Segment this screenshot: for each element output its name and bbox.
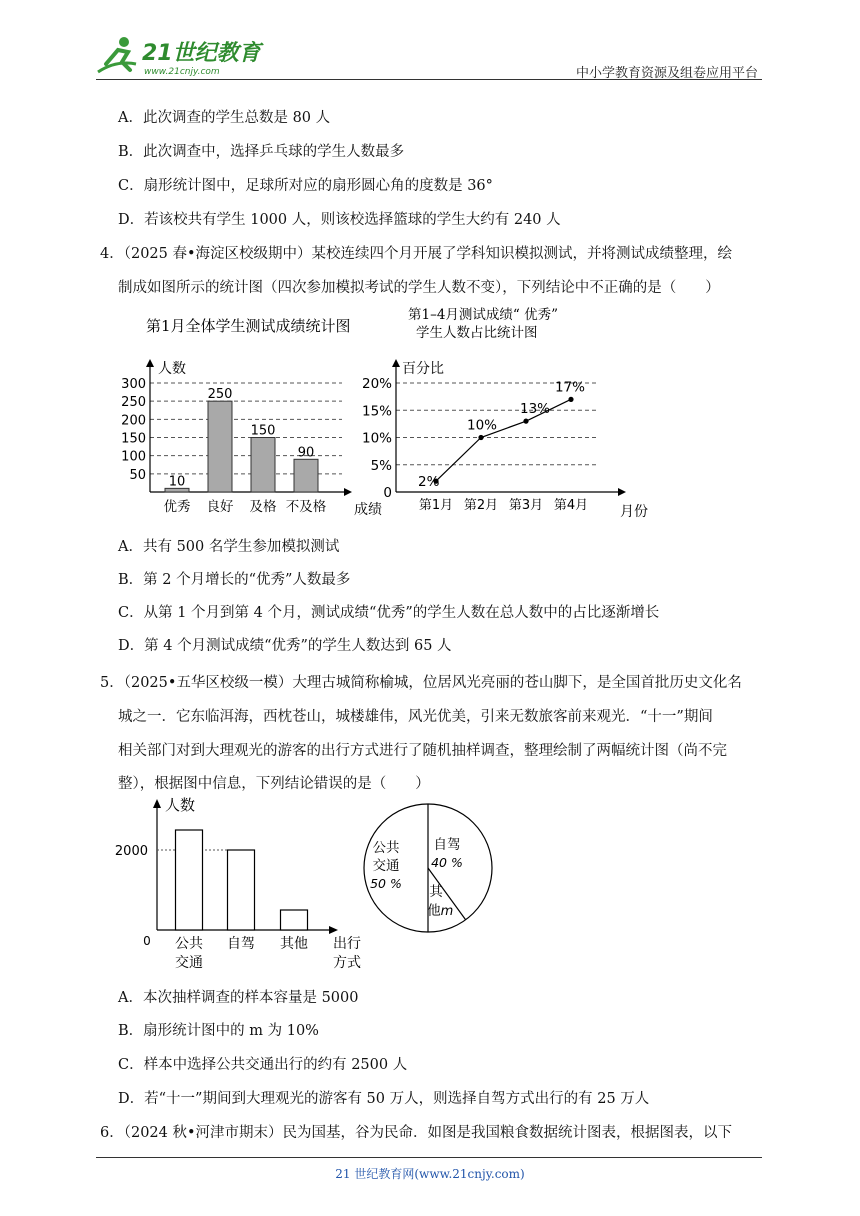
pie-label-other: 其 bbox=[429, 884, 443, 900]
q5-option-c: C．样本中选择公共交通出行的约有 2500 人 bbox=[118, 1057, 408, 1073]
line-value-label: 13% bbox=[520, 401, 551, 418]
bar-ytick-label: 250 bbox=[121, 395, 146, 411]
line-chart bbox=[362, 359, 648, 520]
line-y-arrow bbox=[392, 359, 400, 367]
header-divider bbox=[96, 79, 762, 80]
line-chart-title-1: 第1–4月测试成绩“ 优秀” bbox=[408, 307, 559, 323]
q4-option-d: D．第 4 个月测试成绩“优秀”的学生人数达到 65 人 bbox=[118, 638, 452, 654]
line-value-label: 2% bbox=[418, 474, 440, 491]
footer-divider bbox=[96, 1157, 762, 1158]
platform-name: 中小学教育资源及组卷应用平台 bbox=[575, 66, 758, 81]
pie-label-other: 他 bbox=[427, 903, 441, 919]
q4-option-b: B．第 2 个月增长的“优秀”人数最多 bbox=[118, 572, 351, 588]
bar-ytick-label: 100 bbox=[121, 449, 146, 465]
pie-label-public: 公共 bbox=[372, 840, 400, 856]
line-series bbox=[436, 399, 571, 481]
bar-category-label: 不及格 bbox=[285, 499, 327, 515]
travel-category-label: 公共 bbox=[175, 936, 203, 952]
travel-ytick-label: 0 bbox=[143, 934, 151, 948]
line-value-label: 10% bbox=[467, 417, 498, 434]
bar-value-label: 250 bbox=[207, 387, 233, 403]
line-value-label: 17% bbox=[555, 379, 586, 396]
pie-label-public: 交通 bbox=[372, 858, 400, 874]
bar-ytick-label: 50 bbox=[129, 467, 146, 483]
travel-x-arrow bbox=[329, 926, 338, 934]
travel-category-label: 自驾 bbox=[227, 936, 255, 952]
travel-x-label: 方式 bbox=[333, 955, 361, 971]
q3-option-a: A．此次调查的学生总数是 80 人 bbox=[118, 110, 331, 126]
travel-y-label: 人数 bbox=[165, 796, 196, 814]
logo-url: www.21cnjy.com bbox=[144, 67, 220, 77]
bar-chart bbox=[121, 359, 382, 518]
travel-bar-1 bbox=[176, 830, 203, 930]
travel-pie-chart bbox=[364, 804, 492, 932]
line-category-label: 第2月 bbox=[463, 498, 499, 513]
q5-stem-line4: 整），根据图中信息，下列结论错误的是（ ） bbox=[118, 776, 430, 792]
q5-stem-line2: 城之一．它东临洱海，西枕苍山，城楼雄伟，风光优美，引来无数旅客前来观光．“十一”期间 bbox=[118, 709, 713, 725]
bar-ytick-label: 200 bbox=[121, 413, 146, 429]
q5-stem-line3: 相关部门对到大理观光的游客的出行方式进行了随机抽样调查，整理绘制了两幅统计图（尚不完 bbox=[118, 743, 727, 759]
line-x-label: 月份 bbox=[620, 504, 648, 520]
bar-y-label: 人数 bbox=[158, 361, 186, 377]
line-ytick-label: 15% bbox=[361, 403, 392, 420]
line-category-label: 第4月 bbox=[553, 498, 589, 513]
bar-x-label: 成绩 bbox=[354, 502, 382, 518]
q4-option-a: A．共有 500 名学生参加模拟测试 bbox=[118, 539, 340, 555]
q4-option-c: C．从第 1 个月到第 4 个月，测试成绩“优秀”的学生人数在总人数中的占比逐渐增长 bbox=[118, 605, 660, 621]
line-y-label: 百分比 bbox=[402, 361, 444, 377]
q5-option-b: B．扇形统计图中的 m 为 10% bbox=[118, 1023, 319, 1039]
travel-y-arrow bbox=[153, 799, 161, 808]
line-ytick-label: 20% bbox=[361, 376, 392, 392]
bar-value-label: 90 bbox=[297, 445, 315, 461]
bar-x-arrow bbox=[344, 488, 352, 496]
bar-ytick-label: 150 bbox=[121, 431, 146, 447]
bar-value-label: 10 bbox=[168, 474, 186, 490]
q3-option-d: D．若该校共有学生 1000 人，则该校选择篮球的学生大约有 240 人 bbox=[118, 212, 561, 228]
line-category-label: 第1月 bbox=[418, 498, 454, 513]
q6-stem-line1: 6．（2024 秋•河津市期末）民为国基，谷为民命．如图是我国粮食数据统计图表，根据图表，以下 bbox=[100, 1125, 733, 1141]
line-category-label: 第3月 bbox=[508, 498, 544, 513]
pie-value-self: 40 % bbox=[431, 855, 463, 870]
bar-ytick-label: 300 bbox=[121, 377, 146, 392]
q4-charts bbox=[110, 305, 650, 520]
line-point bbox=[478, 435, 483, 440]
q4-stem-line1: 4．（2025 春•海淀区校级期中）某校连续四个月开展了学科知识模拟测试，并将测试成绩整理，绘 bbox=[100, 246, 733, 262]
q4-stem-line2: 制成如图所示的统计图（四次参加模拟考试的学生人数不变），下列结论中不正确的是（ ） bbox=[118, 280, 720, 296]
q5-option-d: D．若“十一”期间到大理观光的游客有 50 万人，则选择自驾方式出行的有 25 万人 bbox=[118, 1091, 650, 1107]
travel-bar-3 bbox=[281, 910, 308, 930]
site-logo bbox=[96, 34, 266, 80]
bar-category-label: 良好 bbox=[206, 499, 234, 515]
bar-3 bbox=[251, 438, 275, 493]
bar-value-label: 150 bbox=[250, 423, 276, 439]
bar-chart-title: 第1月全体学生测试成绩统计图 bbox=[146, 317, 351, 335]
q5-option-a: A．本次抽样调查的样本容量是 5000 bbox=[118, 990, 359, 1006]
travel-bar-2 bbox=[228, 850, 255, 930]
travel-ytick-label: 2000 bbox=[114, 844, 148, 859]
line-point bbox=[523, 419, 528, 424]
pie-label-self: 自驾 bbox=[433, 837, 461, 853]
line-ytick-label: 10% bbox=[361, 430, 392, 447]
q3-option-c: C．扇形统计图中，足球所对应的扇形圆心角的度数是 36° bbox=[118, 178, 493, 194]
footer-text: 21 世纪教育网(www.21cnjy.com) bbox=[335, 1167, 525, 1181]
bar-category-label: 及格 bbox=[249, 499, 277, 515]
pie-value-other: m bbox=[440, 904, 454, 919]
logo-text: 21世纪教育 bbox=[142, 41, 261, 66]
line-ytick-label: 5% bbox=[370, 457, 392, 474]
line-ytick-label: 0 bbox=[383, 485, 392, 501]
line-point bbox=[568, 397, 573, 402]
travel-category-label: 其他 bbox=[280, 936, 308, 952]
bar-4 bbox=[294, 459, 318, 492]
q5-charts bbox=[114, 795, 500, 980]
line-x-arrow bbox=[618, 488, 626, 496]
travel-category-label: 交通 bbox=[175, 955, 203, 971]
q5-stem-line1: 5．（2025•五华区校级一模）大理古城简称榆城，位居风光亮丽的苍山脚下，是全国首批历史文化名 bbox=[100, 675, 742, 691]
line-chart-title-2: 学生人数占比统计图 bbox=[416, 325, 538, 341]
pie-value-public: 50 % bbox=[370, 876, 402, 891]
bar-category-label: 优秀 bbox=[163, 499, 191, 515]
travel-bar-chart bbox=[115, 796, 361, 971]
travel-x-label: 出行 bbox=[333, 936, 361, 952]
bar-y-arrow bbox=[146, 359, 154, 367]
bar-2 bbox=[208, 401, 232, 492]
q3-option-b: B．此次调查中，选择乒乓球的学生人数最多 bbox=[118, 144, 405, 160]
